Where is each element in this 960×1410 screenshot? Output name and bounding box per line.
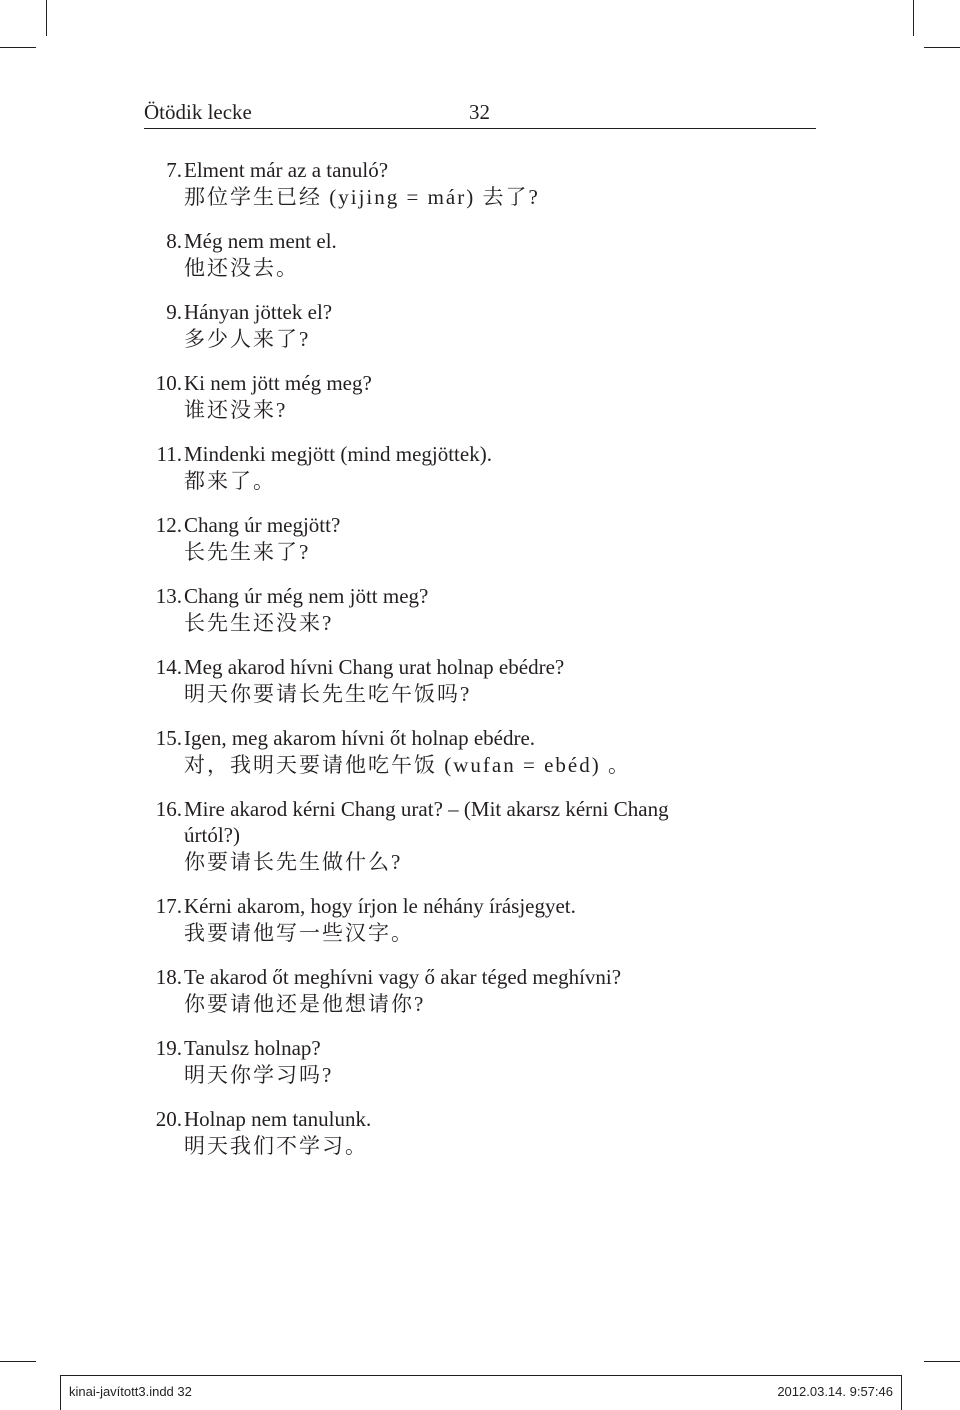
exercise-chinese-text: 他还没去。 [184, 256, 299, 280]
exercise-number: 8. [166, 229, 182, 253]
slug-timestamp: 2012.03.14. 9:57:46 [777, 1384, 893, 1399]
exercise-item [144, 583, 824, 637]
exercise-number: 9. [166, 300, 182, 324]
page-number: 32 [469, 100, 490, 124]
exercise-hungarian-text: Igen, meg akarom hívni őt holnap ebédre. [184, 726, 536, 750]
exercise-item [144, 1106, 824, 1160]
crop-mark [913, 0, 914, 36]
exercise-hungarian-text: Te akarod őt meghívni vagy ő akar téged meghívni? [184, 965, 622, 989]
exercise-chinese-text: 明天我们不学习。 [184, 1134, 368, 1158]
exercise-number: 20. [155, 1107, 182, 1131]
exercise-chinese-text: 都来了。 [184, 469, 276, 493]
exercise-hungarian-text: Chang úr megjött? [184, 513, 341, 537]
exercise-hungarian-text: Tanulsz holnap? [184, 1036, 321, 1060]
exercise-item [144, 370, 824, 424]
exercise-item [144, 654, 824, 708]
exercise-hungarian-line [144, 512, 824, 538]
exercise-item [144, 725, 824, 779]
exercise-chinese-text: 多少人来了? [184, 327, 311, 351]
exercise-number: 15. [155, 726, 182, 750]
exercise-chinese-text: 你要请他还是他想请你? [184, 992, 426, 1016]
exercise-hungarian-line [144, 441, 824, 467]
exercise-hungarian-text: Meg akarod hívni Chang urat holnap ebédre? [184, 655, 565, 679]
exercise-number: 13. [155, 584, 182, 608]
crop-mark [924, 47, 960, 48]
exercise-chinese-text: 那位学生已经 (yijing = már) 去了? [184, 185, 540, 209]
exercise-hungarian-text: Chang úr még nem jött meg? [184, 584, 429, 608]
exercise-hungarian-line [144, 796, 824, 822]
running-header [144, 98, 816, 129]
exercise-chinese-text: 明天你要请长先生吃午饭吗? [184, 682, 472, 706]
exercise-hungarian-text: Hányan jöttek el? [184, 300, 333, 324]
exercise-number: 12. [155, 513, 182, 537]
exercise-hungarian-line [144, 893, 824, 919]
exercise-list [144, 157, 824, 1177]
exercise-item [144, 441, 824, 495]
exercise-item [144, 893, 824, 947]
exercise-chinese-text: 明天你学习吗? [184, 1063, 334, 1087]
exercise-item [144, 1035, 824, 1089]
exercise-hungarian-line [144, 654, 824, 680]
crop-mark [0, 1361, 36, 1362]
exercise-item [144, 964, 824, 1018]
exercise-number: 7. [166, 158, 182, 182]
exercise-hungarian-line [144, 725, 824, 751]
print-slug [60, 1375, 902, 1410]
exercise-chinese-text: 长先生还没来? [184, 611, 334, 635]
exercise-chinese-text: 你要请长先生做什么? [184, 850, 403, 874]
exercise-item [144, 228, 824, 282]
crop-mark [46, 0, 47, 36]
exercise-hungarian-line [144, 370, 824, 396]
exercise-number: 18. [155, 965, 182, 989]
exercise-hungarian-line [144, 1106, 824, 1132]
exercise-chinese-text: 谁还没来? [184, 398, 288, 422]
exercise-number: 11. [156, 442, 182, 466]
exercise-hungarian-text: Kérni akarom, hogy írjon le néhány írásjegyet. [184, 894, 576, 918]
exercise-chinese-text: 对，我明天要请他吃午饭 (wufan = ebéd) 。 [184, 753, 631, 777]
exercise-item [144, 512, 824, 566]
exercise-number: 19. [155, 1036, 182, 1060]
exercise-hungarian-text: Még nem ment el. [184, 229, 337, 253]
exercise-chinese-text: 我要请他写一些汉字。 [184, 921, 414, 945]
exercise-hungarian-line [144, 157, 824, 183]
exercise-hungarian-text: Ki nem jött még meg? [184, 371, 372, 395]
exercise-hungarian-text: Elment már az a tanuló? [184, 158, 389, 182]
exercise-number: 14. [155, 655, 182, 679]
exercise-hungarian-line [144, 299, 824, 325]
exercise-hungarian-line [144, 583, 824, 609]
exercise-number: 16. [155, 797, 182, 821]
exercise-hungarian-text: Holnap nem tanulunk. [184, 1107, 372, 1131]
exercise-chinese-text: 长先生来了? [184, 540, 311, 564]
lesson-title: Ötödik lecke [144, 100, 252, 124]
exercise-hungarian-text: Mire akarod kérni Chang urat? – (Mit akarsz kérni Chang [184, 797, 669, 821]
exercise-hungarian-line [144, 1035, 824, 1061]
exercise-item [144, 796, 824, 876]
exercise-number: 17. [155, 894, 182, 918]
exercise-number: 10. [155, 371, 182, 395]
exercise-hungarian-continuation: úrtól?) [184, 823, 240, 847]
slug-filename: kinai-javított3.indd 32 [69, 1384, 192, 1399]
crop-mark [924, 1361, 960, 1362]
exercise-hungarian-line [144, 228, 824, 254]
exercise-item [144, 299, 824, 353]
exercise-hungarian-line [144, 964, 824, 990]
crop-mark [0, 47, 36, 48]
exercise-item [144, 157, 824, 211]
exercise-hungarian-text: Mindenki megjött (mind megjöttek). [184, 442, 492, 466]
